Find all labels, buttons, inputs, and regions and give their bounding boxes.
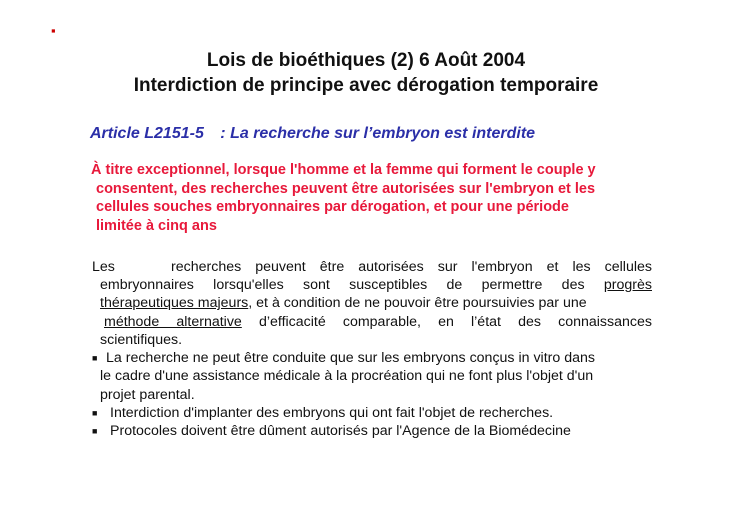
paragraph-line: scientifiques.: [100, 331, 183, 348]
paragraph-text: d’efficacité comparable, en l’état des connaissances: [258, 313, 652, 330]
bullet-item: [92, 422, 652, 440]
paragraph-line: [92, 313, 652, 331]
article-text: La recherche sur l’embryon est interdite: [230, 125, 536, 142]
exception-line: consentent, des recherches peuvent être autorisées sur l'embryon et les: [96, 180, 596, 197]
bullet-text: Interdiction d'implanter des embryons qui ont fait l'objet de recherches.: [110, 404, 554, 421]
article-heading: [90, 125, 535, 143]
article-label: Article L2151-5: [90, 125, 204, 142]
underlined-term: thérapeutiques majeurs: [100, 295, 249, 312]
square-bullet-icon: ■: [92, 426, 98, 437]
bullet-continuation: projet parental.: [100, 386, 195, 403]
paragraph-line: Les recherches peuvent être autorisées sur l'embryon et les cellules: [92, 259, 652, 275]
exception-line: cellules souches embryonnaires par dérogation, et pour une période: [96, 199, 569, 215]
exception-line: À titre exceptionnel, lorsque l'homme et la femme qui forment le couple y: [91, 162, 596, 178]
bullet-text: La recherche ne peut être conduite que sur les embryons conçus in vitro dans: [106, 350, 595, 367]
paragraph-text: embryonnaires lorsqu'elles sont susceptibles de permettre des: [100, 277, 585, 294]
square-bullet-icon: ■: [92, 407, 98, 418]
underlined-term: progrès: [603, 277, 652, 294]
exception-line: limitée à cinq ans: [96, 217, 217, 234]
paragraph-line: [92, 276, 652, 294]
paragraph-line: [92, 294, 652, 312]
slide-title-line-1: Lois de bioéthiques (2) 6 Août 2004: [206, 50, 526, 71]
exception-paragraph: [91, 161, 651, 235]
bullet-item: [92, 349, 652, 367]
square-bullet-icon: ■: [92, 353, 98, 364]
article-separator: :: [220, 125, 226, 142]
body-text: [92, 258, 652, 440]
paragraph-text: , et à condition de ne pouvoir être poursuivies par une: [248, 295, 587, 312]
bullet-item: [92, 404, 652, 422]
slide-title-line-2: Interdiction de principe avec dérogation temporaire: [133, 75, 599, 96]
bullet-text: Protocoles doivent être dûment autorisés par l'Agence de la Biomédecine: [110, 423, 571, 440]
bullet-continuation: le cadre d'une assistance médicale à la procréation qui ne font plus l'objet d'un: [100, 368, 594, 385]
red-dot-marker: ▪: [51, 23, 56, 38]
underlined-term: méthode alternative: [104, 313, 242, 330]
